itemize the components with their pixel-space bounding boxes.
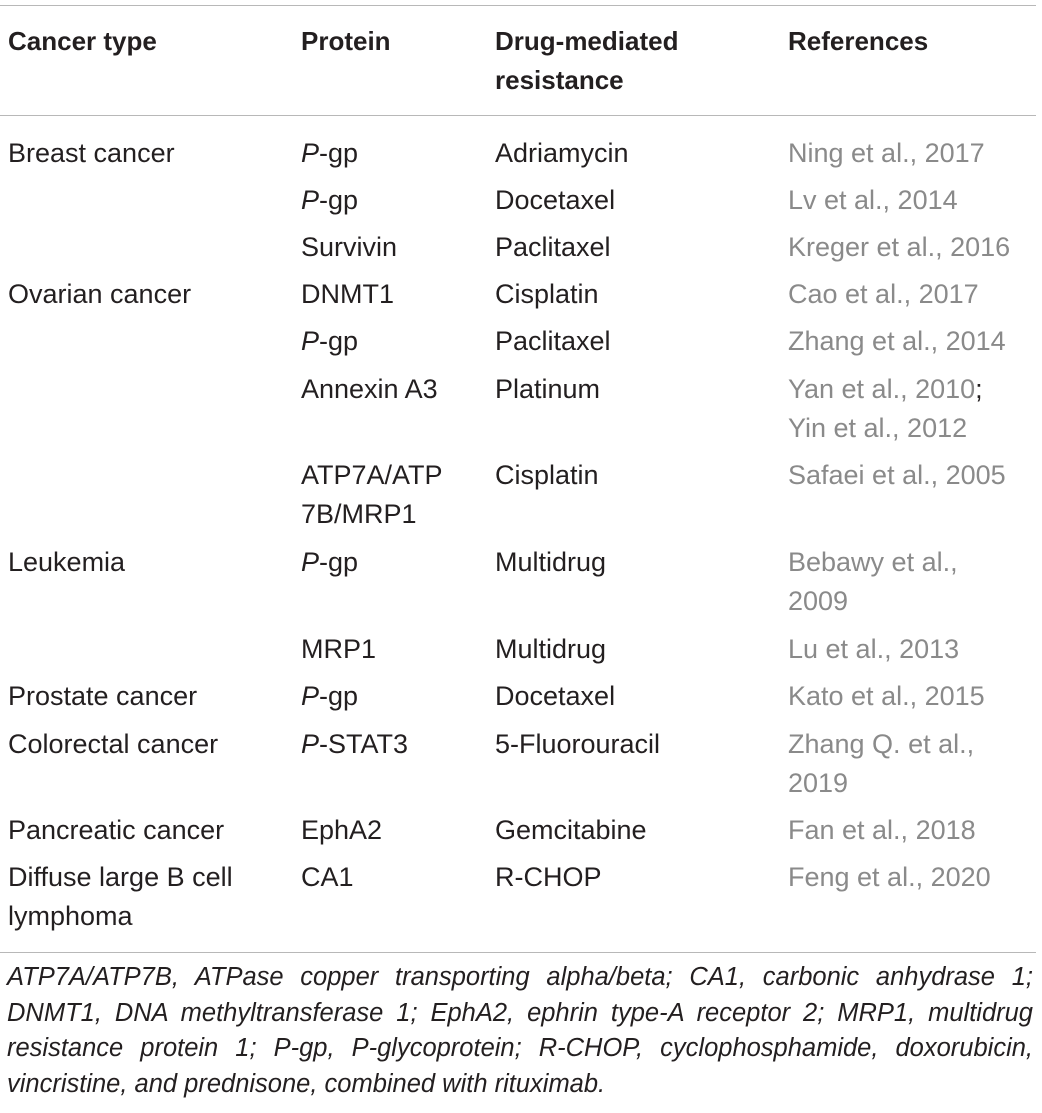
reference-text[interactable]: Safaei et al., 2005	[788, 460, 1006, 490]
reference-text[interactable]: Kreger et al., 2016	[788, 232, 1011, 262]
drug-cell: 5-Fluorouracil	[495, 729, 661, 759]
cancer-type-cell: Pancreatic cancer	[8, 815, 225, 845]
reference-text[interactable]: Cao et al., 2017	[788, 279, 979, 309]
reference-cell	[788, 543, 958, 582]
reference-text[interactable]: Feng et al., 2020	[788, 862, 991, 892]
top-rule	[0, 5, 1036, 6]
reference-text[interactable]: Ning et al., 2017	[788, 138, 985, 168]
protein-italic-prefix: P	[301, 547, 320, 577]
header-references: References	[788, 26, 929, 56]
reference-text[interactable]: Zhang Q. et al.,	[788, 729, 975, 759]
protein-cell	[301, 228, 397, 267]
protein-cell	[301, 725, 408, 764]
reference-cell	[788, 181, 958, 220]
reference-cell	[788, 134, 985, 173]
protein-cell	[301, 456, 443, 495]
protein-name: -gp	[319, 326, 359, 356]
protein-name: -STAT3	[319, 729, 409, 759]
reference-text[interactable]: Bebawy et al.,	[788, 547, 958, 577]
reference-text[interactable]: Lv et al., 2014	[788, 185, 958, 215]
reference-cell	[788, 228, 1010, 267]
reference-text[interactable]: Yan et al., 2010	[788, 374, 976, 404]
protein-name: MRP1	[301, 634, 377, 664]
header-cancer-type: Cancer type	[8, 26, 157, 56]
protein-name: -gp	[319, 681, 359, 711]
cancer-type-cell: Colorectal cancer	[8, 729, 219, 759]
protein-cell	[301, 858, 354, 897]
drug-cell: Paclitaxel	[495, 326, 611, 356]
protein-cell	[301, 811, 382, 850]
drug-cell: Docetaxel	[495, 681, 616, 711]
protein-name: Annexin A3	[301, 374, 438, 404]
protein-cell	[301, 134, 358, 173]
drug-cell: Multidrug	[495, 547, 607, 577]
reference-cell	[788, 456, 1006, 495]
reference-text[interactable]: Fan et al., 2018	[788, 815, 976, 845]
drug-cell: Cisplatin	[495, 460, 599, 490]
protein-italic-prefix: P	[301, 729, 320, 759]
protein-cell	[301, 370, 438, 409]
drug-cell: Adriamycin	[495, 138, 629, 168]
reference-cell-line2[interactable]: 2009	[788, 586, 849, 616]
protein-cell	[301, 275, 394, 314]
reference-cell-line2[interactable]: Yin et al., 2012	[788, 413, 968, 443]
cancer-type-cell: Ovarian cancer	[8, 279, 192, 309]
protein-name: -gp	[319, 547, 359, 577]
protein-italic-prefix: P	[301, 326, 320, 356]
table-footnote: ATP7A/ATP7B, ATPase copper transporting alpha/beta; CA1, carbonic anhydrase 1; DNMT1, DNA methyltransferase 1; EphA2, ephrin type-A receptor 2; MRP1, multidrug resistance protein 1; P-gp, P-glycoprotein; R-CHOP, cyclophosphamide, doxorubicin, vincristine, and prednisone, combined with rituximab.	[7, 963, 1033, 1098]
protein-italic-prefix: P	[301, 185, 320, 215]
protein-cell	[301, 181, 358, 220]
protein-name: -gp	[319, 138, 359, 168]
reference-text[interactable]: Lu et al., 2013	[788, 634, 960, 664]
protein-italic-prefix: P	[301, 681, 320, 711]
header-drug-line1: Drug-mediated	[495, 26, 679, 56]
protein-cell	[301, 677, 358, 716]
reference-cell	[788, 370, 983, 409]
cancer-type-cell-line2: lymphoma	[8, 901, 133, 931]
drug-cell: Docetaxel	[495, 185, 616, 215]
protein-name: EphA2	[301, 815, 383, 845]
reference-cell	[788, 858, 991, 897]
protein-cell	[301, 630, 376, 669]
protein-italic-prefix: P	[301, 138, 320, 168]
reference-cell-line2[interactable]: 2019	[788, 768, 849, 798]
drug-cell: Paclitaxel	[495, 232, 611, 262]
protein-name: DNMT1	[301, 279, 394, 309]
reference-separator: ;	[975, 374, 983, 404]
protein-name: Survivin	[301, 232, 398, 262]
protein-cell	[301, 322, 358, 361]
cancer-type-cell: Breast cancer	[8, 138, 175, 168]
reference-text[interactable]: Zhang et al., 2014	[788, 326, 1006, 356]
drug-cell: R-CHOP	[495, 862, 602, 892]
reference-cell	[788, 725, 974, 764]
drug-cell: Multidrug	[495, 634, 607, 664]
protein-name: -gp	[319, 185, 359, 215]
drug-cell: Platinum	[495, 374, 601, 404]
reference-cell	[788, 630, 959, 669]
reference-cell	[788, 811, 976, 850]
cancer-type-cell: Prostate cancer	[8, 681, 198, 711]
header-rule	[0, 115, 1036, 116]
drug-cell: Cisplatin	[495, 279, 599, 309]
reference-cell	[788, 322, 1006, 361]
protein-cell-line2: 7B/MRP1	[301, 499, 417, 529]
reference-cell	[788, 677, 985, 716]
reference-text[interactable]: Kato et al., 2015	[788, 681, 985, 711]
protein-name: CA1	[301, 862, 354, 892]
protein-name: ATP7A/ATP	[301, 460, 443, 490]
protein-cell	[301, 543, 358, 582]
cancer-type-cell: Leukemia	[8, 547, 126, 577]
header-drug-line2: resistance	[495, 65, 624, 95]
drug-cell: Gemcitabine	[495, 815, 647, 845]
bottom-rule	[0, 952, 1036, 953]
header-protein: Protein	[301, 26, 391, 56]
cancer-type-cell: Diffuse large B cell	[8, 862, 233, 892]
reference-cell	[788, 275, 979, 314]
